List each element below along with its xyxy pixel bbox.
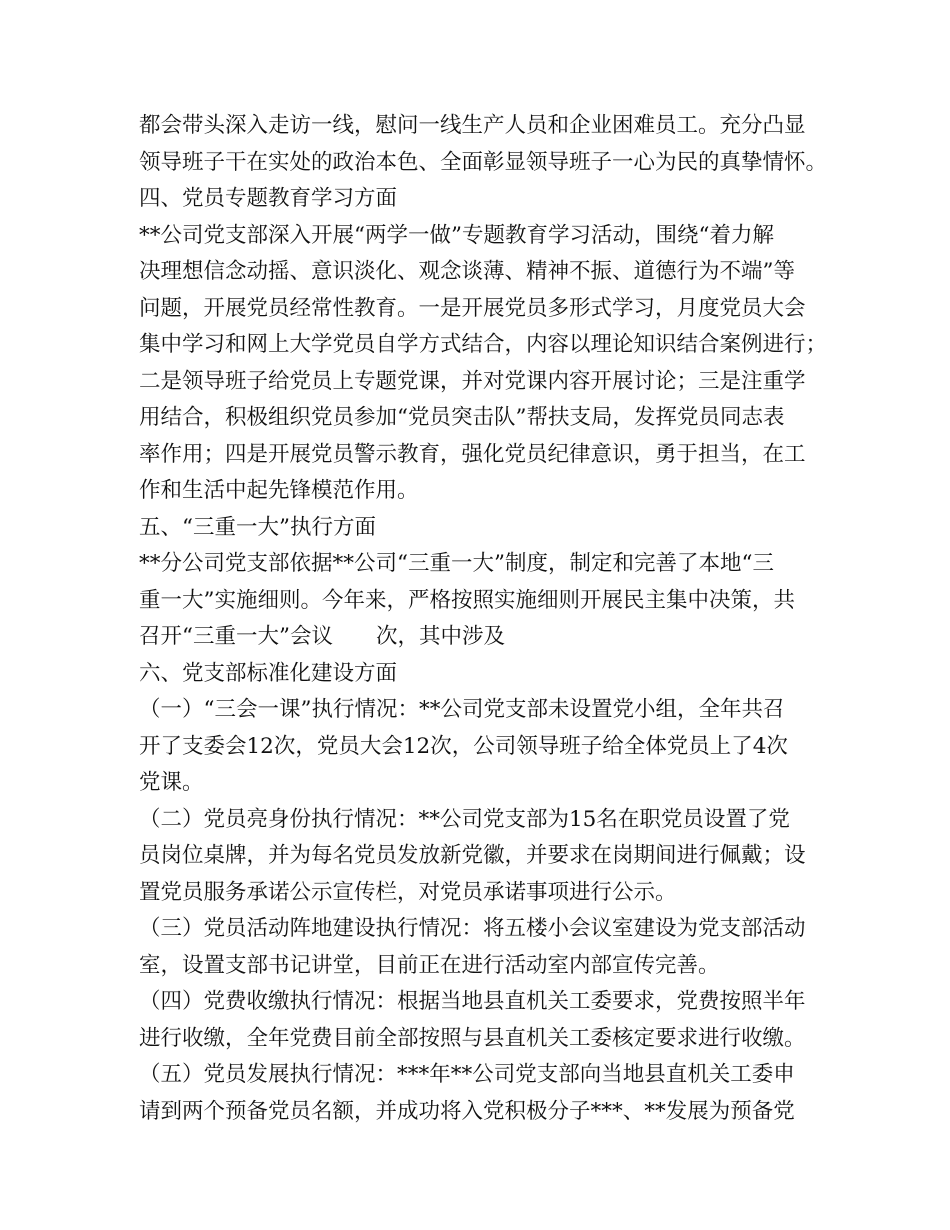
text-line: 问题，开展党员经常性教育。一是开展党员多形式学习，月度党员大会 [139,295,806,321]
text-line: 决理想信念动摇、意识淡化、观念谈薄、精神不振、道德行为不端”等 [139,259,795,284]
text-line: （三）党员活动阵地建设执行情况：将五楼小会议室建设为党支部活动 [139,916,806,941]
document-body [139,108,832,1130]
text-line: 请到两个预备党员名额，并成功将入党积极分子***、**发展为预备党 [139,1098,795,1124]
section-heading: 六、党支部标准化建设方面 [139,660,398,686]
text-line: 召开“三重一大”会议 次，其中涉及 [139,624,505,649]
text-line: 置党员服务承诺公示宣传栏，对党员承诺事项进行公示。 [139,879,677,905]
text-line: **公司党支部深入开展“两学一做”专题教育学习活动，围绕“着力解 [139,222,774,248]
text-line: 进行收缴，全年党费目前全部按照与县直机关工委核定要求进行收缴。 [139,1025,806,1051]
text-line: 党课。 [139,770,204,795]
text-line: 集中学习和网上大学党员自学方式结合，内容以理论知识结合案例进行； [139,332,828,357]
text-line: 开了支委会12次，党员大会12次，公司领导班子给全体党员上了4次 [139,733,788,759]
text-line: 作和生活中起先锋模范作用。 [139,478,419,503]
text-line: 领导班子干在实处的政治本色、全面彰显领导班子一心为民的真挚情怀。 [139,149,828,175]
text-line: 用结合，积极组织党员参加“党员突击队”帮扶支局，发挥党员同志表 [139,405,785,430]
section-heading: 五、“三重一大”执行方面 [139,514,376,540]
text-line: （一）“三会一课”执行情况：**公司党支部未设置党小组，全年共召 [139,697,785,722]
text-line: （四）党费收缴执行情况：根据当地县直机关工委要求，党费按照半年 [139,989,806,1014]
text-line: 室，设置支部书记讲堂，目前正在进行活动室内部宣传完善。 [139,952,720,978]
text-line: 都会带头深入走访一线，慰问一线生产人员和企业困难员工。充分凸显 [139,113,806,138]
text-line: 员岗位桌牌，并为每名党员发放新党徽，并要求在岗期间进行佩戴；设 [139,843,806,868]
text-line: （二）党员亮身份执行情况：**公司党支部为15名在职党员设置了党 [139,806,790,832]
text-line: 二是领导班子给党员上专题党课，并对党课内容开展讨论；三是注重学 [139,368,806,394]
text-line: 率作用；四是开展党员警示教育，强化党员纪律意识，勇于担当，在工 [139,441,806,467]
section-heading: 四、党员专题教育学习方面 [139,186,398,211]
text-line: 重一大”实施细则。今年来，严格按照实施细则开展民主集中决策，共 [139,587,795,613]
text-line: （五）党员发展执行情况：***年**公司党支部向当地县直机关工委申 [139,1062,795,1087]
text-line: **分公司党支部依据**公司“三重一大”制度，制定和完善了本地“三 [139,551,774,576]
